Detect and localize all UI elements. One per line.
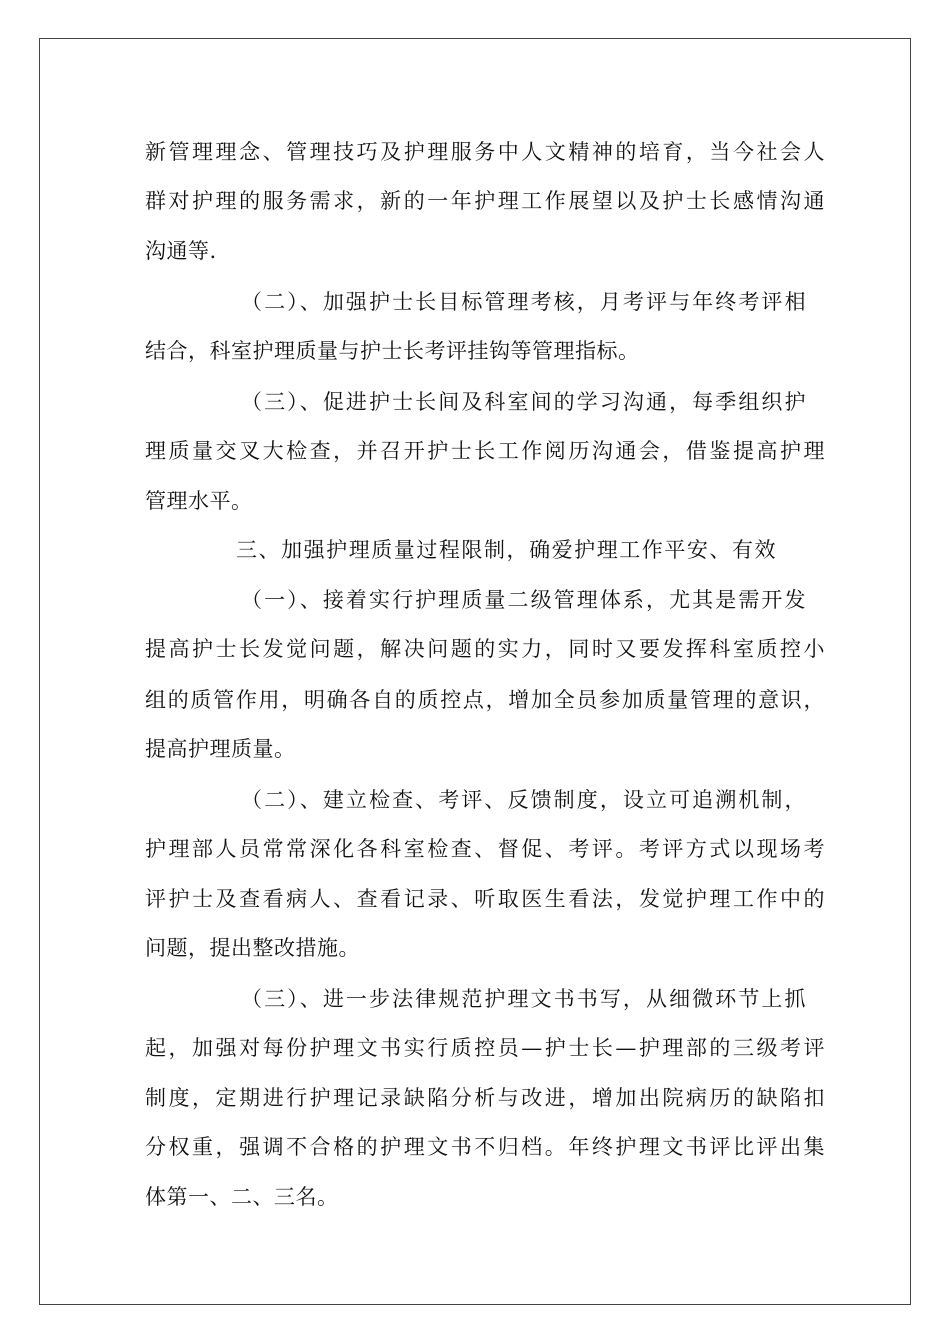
paragraph-line: 问题，提出整改措施。: [145, 936, 360, 960]
section-heading: 三、加强护理质量过程限制，确爱护理工作平安、有效: [236, 538, 776, 562]
paragraph-line: 分权重，强调不合格的护理文书不归档。年终护理文书评比评出集: [145, 1135, 825, 1159]
paragraph-line: 提高护士长发觉问题，解决问题的实力，同时又要发挥科室质控小: [145, 637, 825, 661]
paragraph-line: 制度，定期进行护理记录缺陷分析与改进，增加出院病历的缺陷扣: [145, 1086, 825, 1110]
paragraph-line: 体第一、二、三名。: [145, 1185, 339, 1209]
paragraph-line: 护理部人员常常深化各科室检查、督促、考评。考评方式以现场考: [145, 837, 825, 861]
paragraph-line: （一）、接着实行护理质量二级管理体系，尤其是需开发: [241, 588, 806, 612]
paragraph-line: 新管理理念、管理技巧及护理服务中人文精神的培育，当今社会人: [145, 140, 825, 164]
paragraph-line: （三）、促进护士长间及科室间的学习沟通，每季组织护: [241, 390, 806, 414]
paragraph-line: 提高护理质量。: [145, 737, 296, 761]
paragraph-line: 结合，科室护理质量与护士长考评挂钩等管理指标。: [145, 339, 640, 363]
paragraph-line: 沟通等.: [145, 239, 217, 263]
paragraph-line: 群对护理的服务需求，新的一年护理工作展望以及护士长感情沟通: [145, 189, 825, 213]
page-border: [39, 38, 911, 1305]
paragraph-line: （二）、加强护士长目标管理考核，月考评与年终考评相: [241, 290, 806, 314]
paragraph-line: 起，加强对每份护理文书实行质控员—护士长—护理部的三级考评: [145, 1036, 825, 1060]
paragraph-line: 管理水平。: [145, 489, 253, 513]
paragraph-line: （二）、建立检查、考评、反馈制度，设立可追溯机制，: [241, 788, 806, 812]
paragraph-line: （三）、进一步法律规范护理文书书写，从细微环节上抓: [241, 987, 806, 1011]
paragraph-line: 理质量交叉大检查，并召开护士长工作阅历沟通会，借鉴提高护理: [145, 439, 825, 463]
paragraph-line: 组的质管作用，明确各自的质控点，增加全员参加质量管理的意识，: [145, 688, 825, 712]
paragraph-line: 评护士及查看病人、查看记录、听取医生看法，发觉护理工作中的: [145, 887, 825, 911]
